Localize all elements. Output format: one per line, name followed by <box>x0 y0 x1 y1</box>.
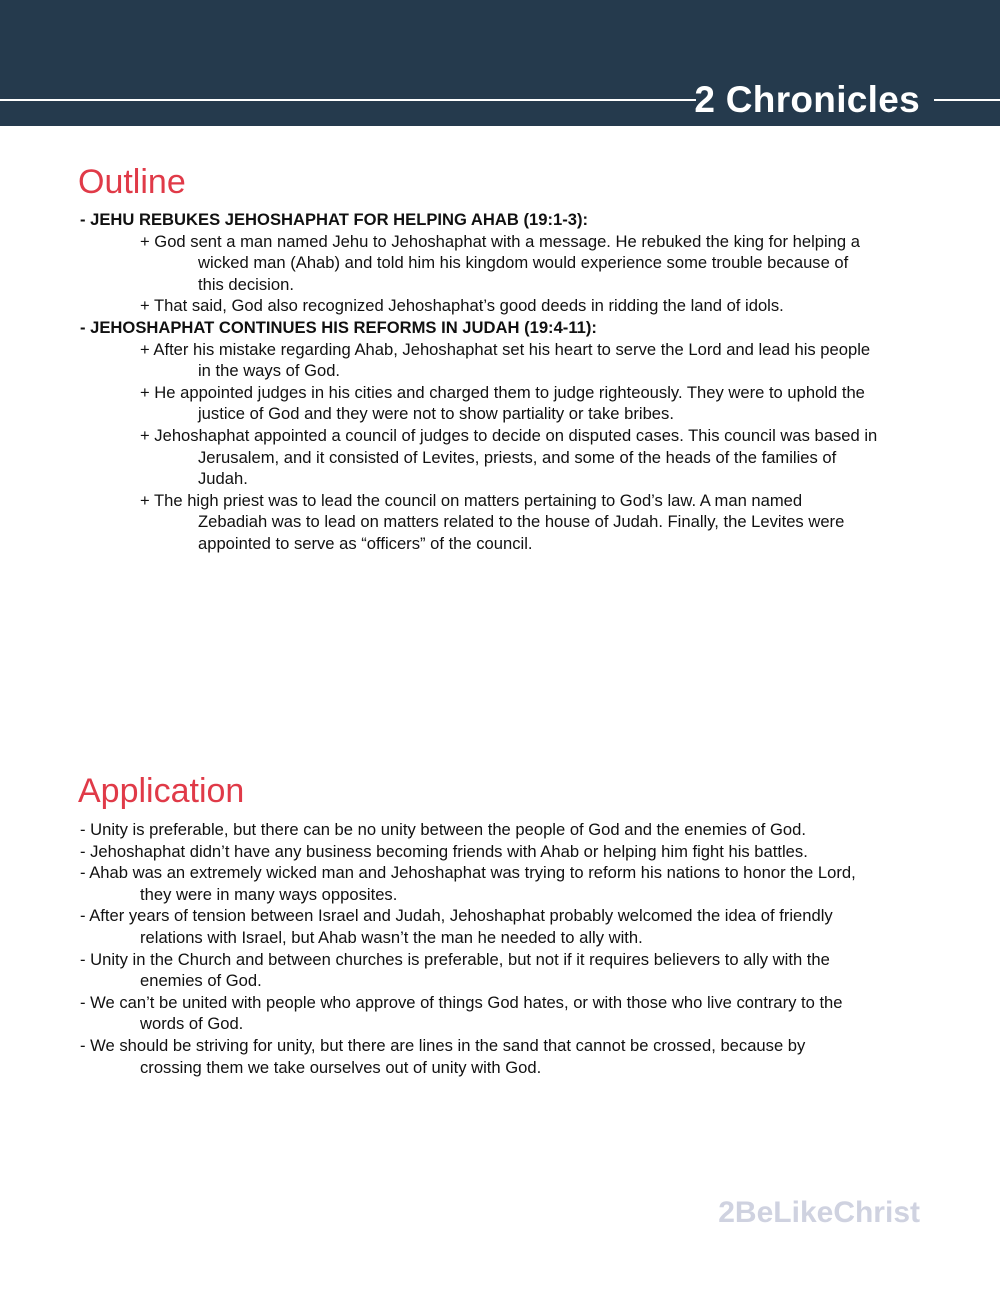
application-line: enemies of God. <box>140 971 262 991</box>
header-rule-right <box>934 99 1000 101</box>
outline-line: Zebadiah was to lead on matters related to the house of Judah. Finally, the Levites were <box>198 512 845 532</box>
header-rule-left <box>0 99 696 101</box>
outline-line: + That said, God also recognized Jehoshaphat’s good deeds in ridding the land of idols. <box>140 296 784 316</box>
application-line: - Unity in the Church and between churches is preferable, but not if it requires believers to ally with the <box>80 949 830 969</box>
application-line: they were in many ways opposites. <box>140 884 398 904</box>
application-line: words of God. <box>140 1014 244 1034</box>
outline-line: - JEHOSHAPHAT CONTINUES HIS REFORMS IN JUDAH (19:4-11): <box>80 317 597 337</box>
outline-line: wicked man (Ahab) and told him his kingdom would experience some trouble because of <box>198 253 849 273</box>
outline-line: this decision. <box>198 274 294 294</box>
page-header <box>0 0 1000 126</box>
outline-list <box>80 209 930 555</box>
outline-line: - JEHU REBUKES JEHOSHAPHAT FOR HELPING AHAB (19:1-3): <box>80 210 589 229</box>
application-line: crossing them we take ourselves out of unity with God. <box>140 1057 542 1077</box>
outline-heading: Outline <box>78 163 186 201</box>
outline-line: appointed to serve as “officers” of the council. <box>198 533 533 553</box>
application-line: - Ahab was an extremely wicked man and Jehoshaphat was trying to reform his nations to honor the Lord, <box>80 863 856 883</box>
application-heading: Application <box>78 772 245 810</box>
outline-line: + After his mistake regarding Ahab, Jehoshaphat set his heart to serve the Lord and lead his people <box>140 339 871 359</box>
outline-line: + The high priest was to lead the council on matters pertaining to God’s law. A man named <box>140 490 803 510</box>
outline-line: justice of God and they were not to show partiality or take bribes. <box>198 404 674 424</box>
application-line: - We can’t be united with people who approve of things God hates, or with those who live contrary to the <box>80 992 843 1012</box>
application-line: - Jehoshaphat didn’t have any business becoming friends with Ahab or helping him fight his battles. <box>80 841 808 861</box>
outline-line: Jerusalem, and it consisted of Levites, priests, and some of the heads of the families of <box>198 447 837 467</box>
book-title: 2 Chronicles <box>694 79 920 120</box>
application-list <box>80 819 930 1078</box>
outline-line: in the ways of God. <box>198 361 341 381</box>
brand-watermark: 2BeLikeChrist <box>718 1196 920 1229</box>
outline-line: + God sent a man named Jehu to Jehoshaphat with a message. He rebuked the king for helping a <box>140 231 860 251</box>
outline-line: + Jehoshaphat appointed a council of judges to decide on disputed cases. This council was based in <box>140 425 878 445</box>
outline-line: Judah. <box>198 469 248 489</box>
outline-line: + He appointed judges in his cities and charged them to judge righteously. They were to uphold the <box>140 382 865 402</box>
application-line: - After years of tension between Israel and Judah, Jehoshaphat probably welcomed the idea of friendly <box>80 906 833 926</box>
application-line: - Unity is preferable, but there can be no unity between the people of God and the enemies of God. <box>80 820 806 839</box>
application-line: - We should be striving for unity, but there are lines in the sand that cannot be crossed, because by <box>80 1035 806 1055</box>
application-line: relations with Israel, but Ahab wasn’t the man he needed to ally with. <box>140 927 643 947</box>
